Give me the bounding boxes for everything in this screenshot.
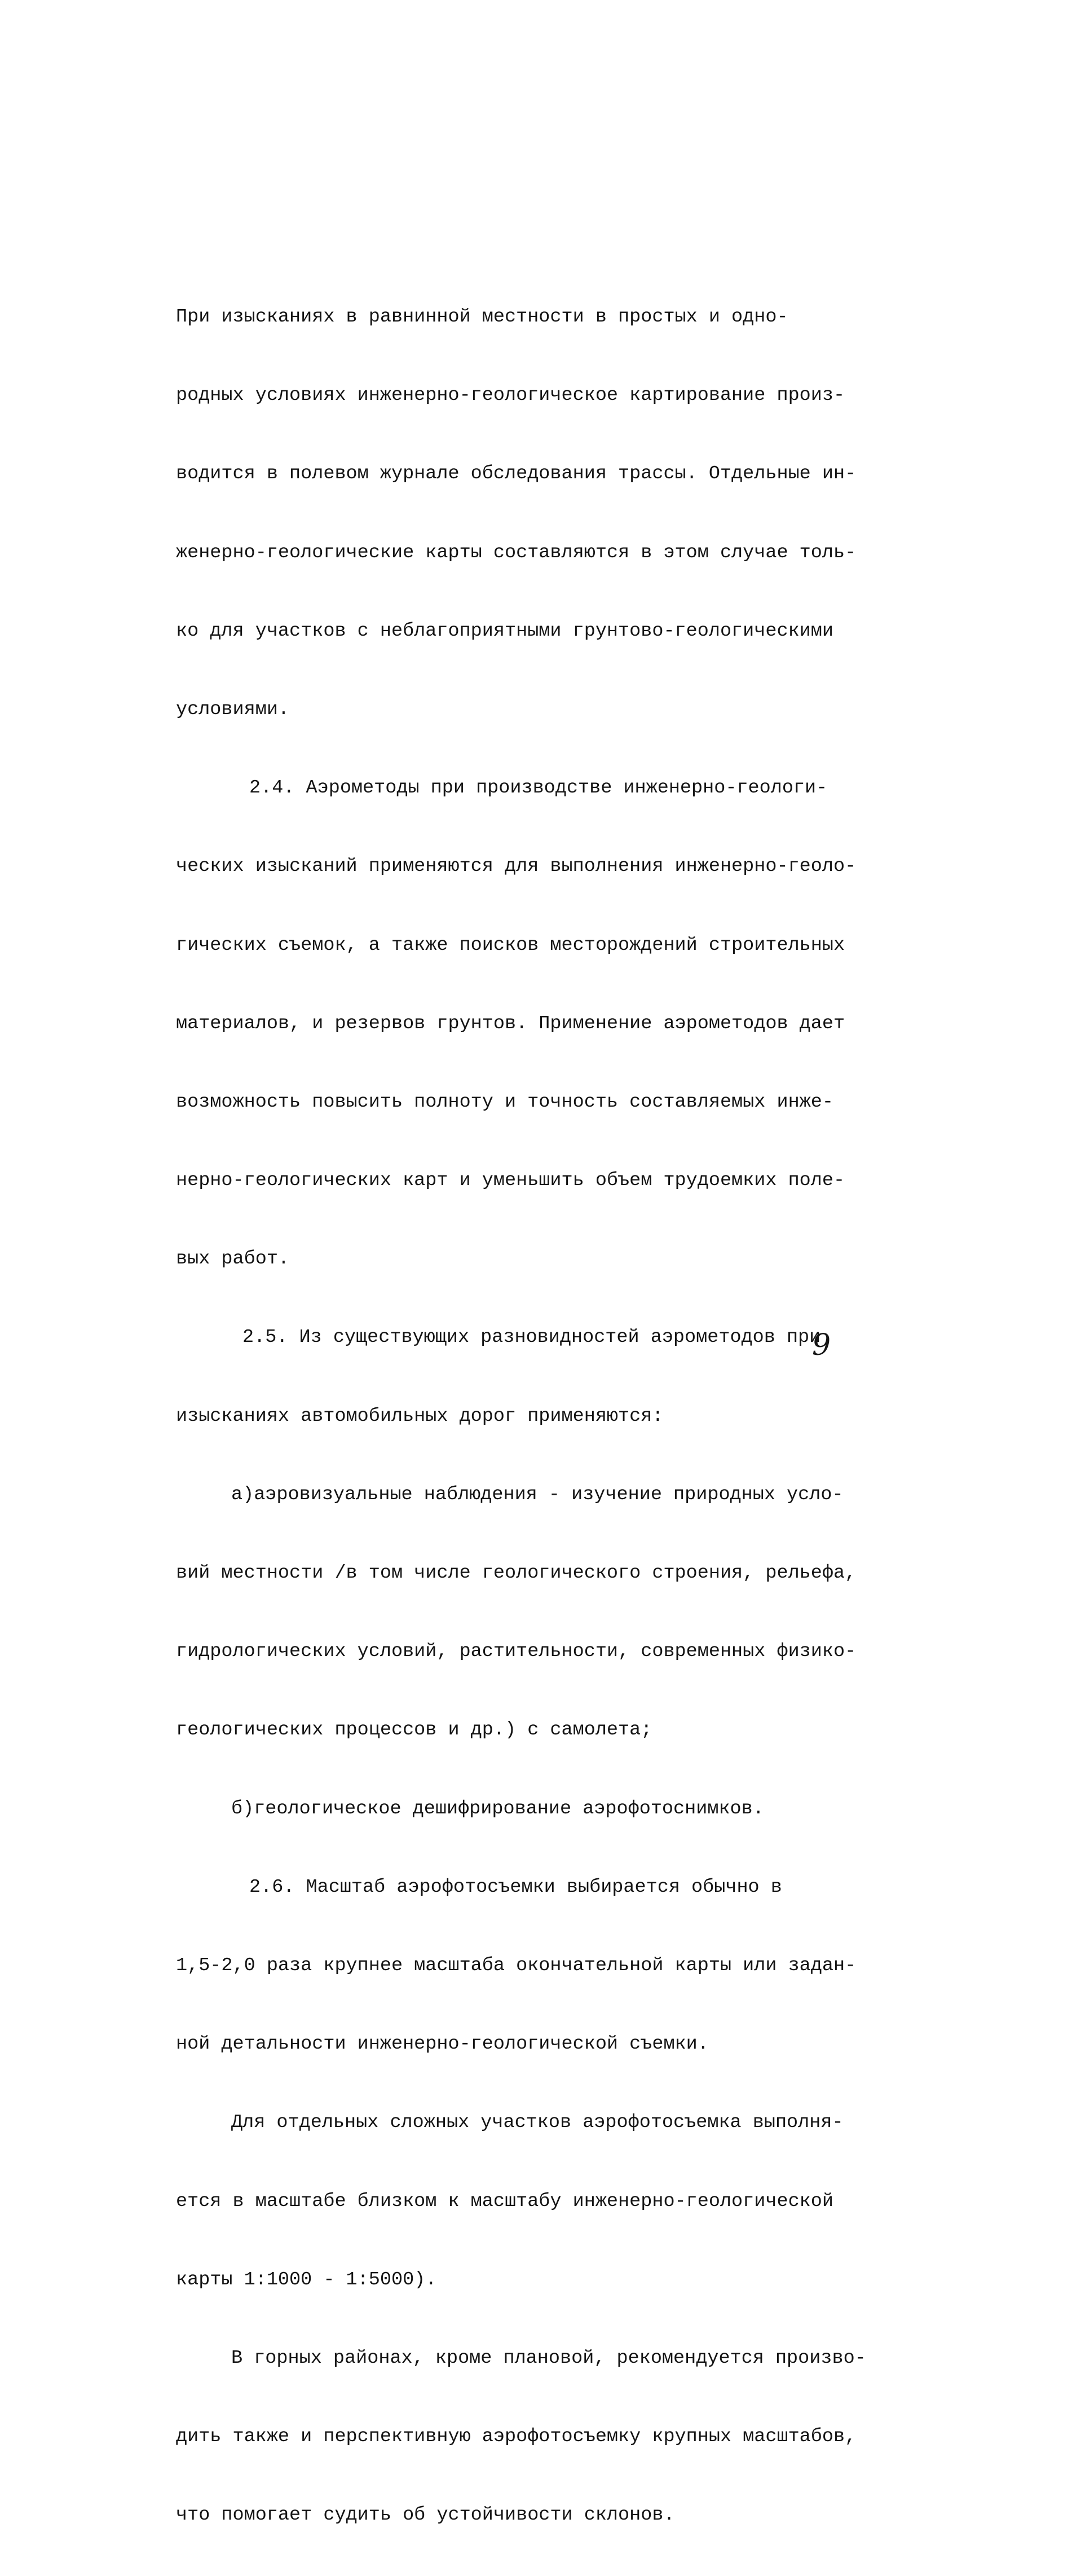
text-line: вых работ. bbox=[176, 1248, 290, 1270]
text-line: родных условиях инженерно-геологическое картирование произ- bbox=[176, 385, 845, 407]
text-line: ко для участков с неблагоприятными грунтово-геологическими bbox=[176, 620, 833, 642]
text-line: При изысканиях в равнинной местности в простых и одно- bbox=[176, 306, 788, 328]
text-line: изысканиях автомобильных дорог применяются: bbox=[176, 1405, 664, 1427]
text-line: 2.4. Аэрометоды при производстве инженерно-геологи- bbox=[249, 777, 828, 799]
text-line: геологических процессов и др.) с самолета; bbox=[176, 1719, 652, 1741]
text-line: ется в масштабе близком к масштабу инженерно-геологической bbox=[176, 2190, 833, 2212]
text-line: что помогает судить об устойчивости склонов. bbox=[176, 2504, 675, 2526]
text-line: б)геологическое дешифрирование аэрофотоснимков. bbox=[231, 1798, 764, 1820]
text-line: женерно-геологические карты составляются в этом случае толь- bbox=[176, 541, 857, 563]
text-line: ческих изысканий применяются для выполнения инженерно-геоло- bbox=[176, 856, 857, 878]
text-line: нерно-геологических карт и уменьшить объем трудоемких поле- bbox=[176, 1170, 845, 1192]
text-line: 2.6. Масштаб аэрофотосъемки выбирается обычно в bbox=[249, 1876, 782, 1898]
text-line: 1,5-2,0 раза крупнее масштаба окончательной карты или задан- bbox=[176, 1954, 857, 1976]
text-line: возможность повысить полноту и точность составляемых инже- bbox=[176, 1091, 833, 1113]
text-line: материалов, и резервов грунтов. Применение аэрометодов дает bbox=[176, 1012, 845, 1034]
text-line: вий местности /в том числе геологического строения, рельефа, bbox=[176, 1562, 857, 1584]
text-line: а)аэровизуальные наблюдения - изучение природных усло- bbox=[231, 1483, 844, 1505]
text-line: условиями. bbox=[176, 698, 290, 720]
text-line: ной детальности инженерно-геологической съемки. bbox=[176, 2033, 709, 2055]
text-line: 2.5. Из существующих разновидностей аэрометодов при bbox=[242, 1327, 821, 1349]
page-number: 9 bbox=[812, 1328, 831, 1362]
text-line: дить также и перспективную аэрофотосъемку крупных масштабов, bbox=[176, 2426, 857, 2448]
text-line: В горных районах, кроме плановой, рекомендуется произво- bbox=[231, 2347, 866, 2369]
text-line: гических съемок, а также поисков месторождений строительных bbox=[176, 934, 845, 956]
text-line: Для отдельных сложных участков аэрофотосъемка выполня- bbox=[231, 2112, 844, 2134]
text-line: гидрологических условий, растительности, современных физико- bbox=[176, 1641, 857, 1663]
text-line: карты 1:1000 - 1:5000). bbox=[176, 2269, 437, 2291]
text-line: водится в полевом журнале обследования трассы. Отдельные ин- bbox=[176, 463, 857, 485]
body-text bbox=[176, 257, 866, 2576]
